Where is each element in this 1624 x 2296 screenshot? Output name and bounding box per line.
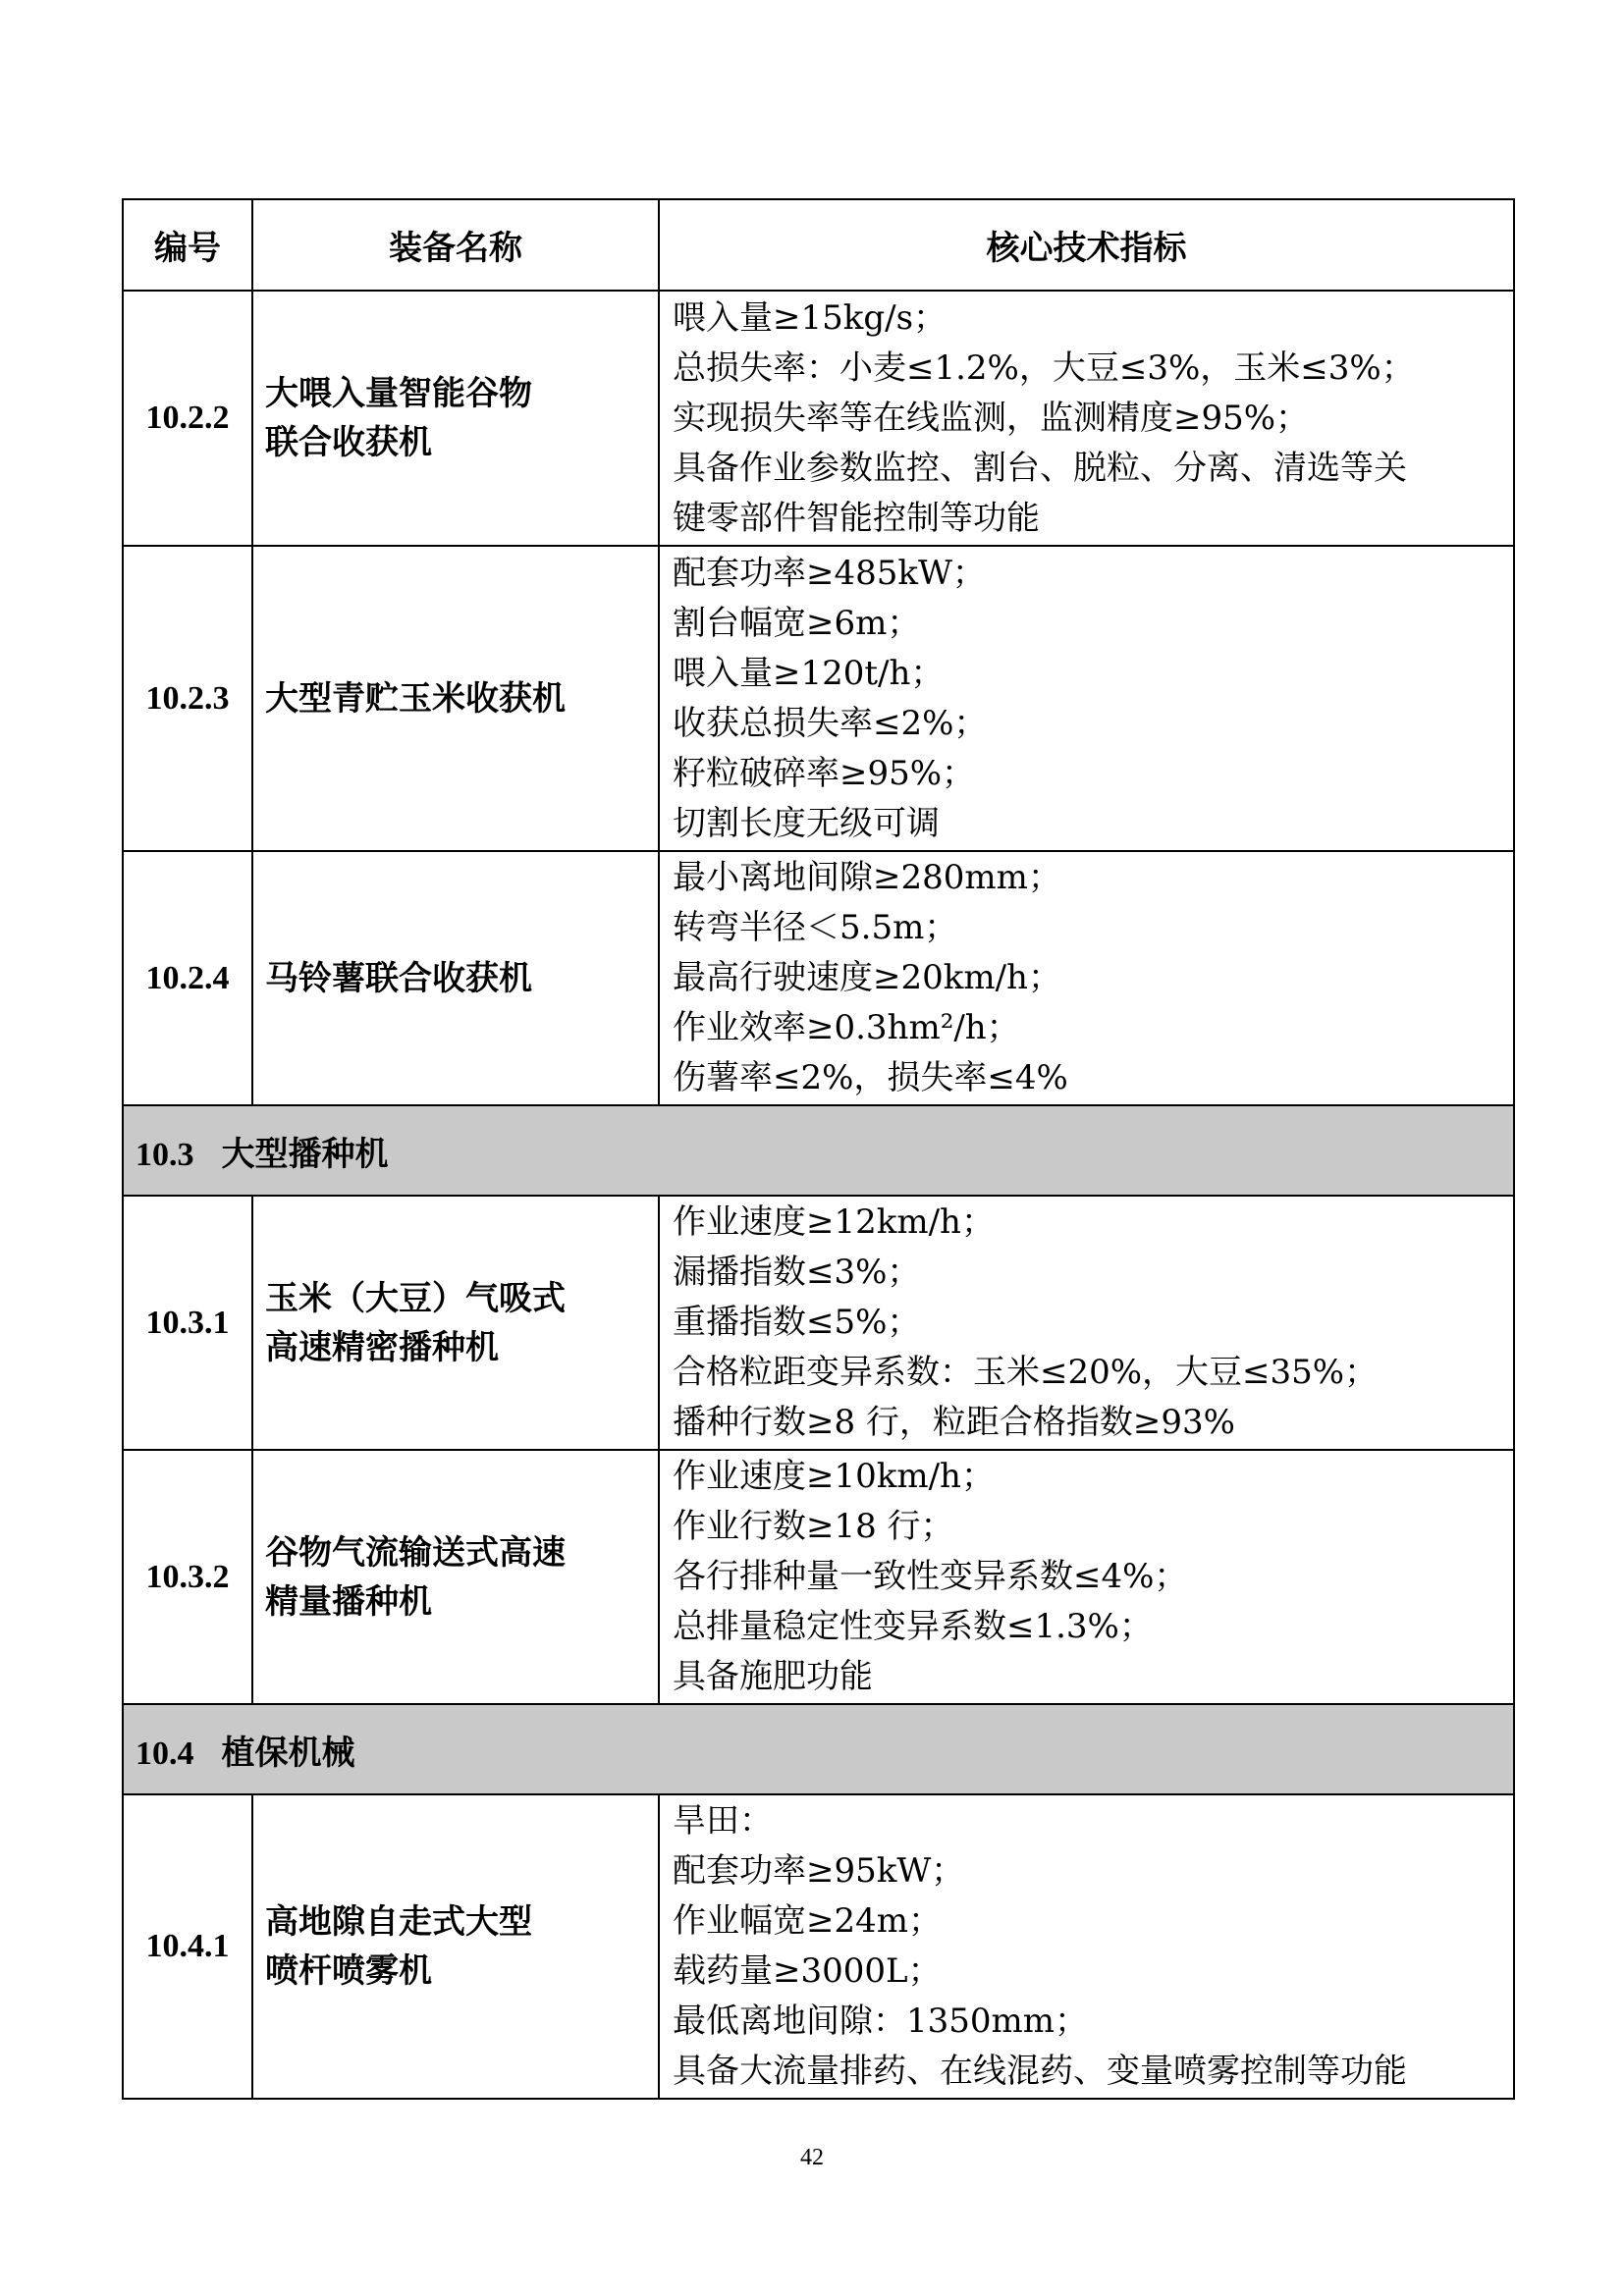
table-header-row xyxy=(123,199,1514,291)
spec-line: 旱田： xyxy=(673,1801,773,1841)
row-code: 10.2.2 xyxy=(123,291,252,546)
row-specs xyxy=(659,291,1514,546)
row-name xyxy=(252,1196,659,1450)
table-row xyxy=(123,291,1514,546)
spec-line: 漏播指数≤3%； xyxy=(673,1253,921,1292)
spec-line: 具备施肥功能 xyxy=(673,1657,873,1696)
spec-line: 播种行数≥8 行，粒距合格指数≥93% xyxy=(673,1403,1235,1442)
spec-line: 总排量稳定性变异系数≤1.3%； xyxy=(673,1607,1153,1646)
section-row xyxy=(123,1704,1514,1794)
spec-line: 作业幅宽≥24m； xyxy=(673,1901,942,1941)
spec-line: 收获总损失率≤2%； xyxy=(673,703,988,743)
row-code: 10.3.1 xyxy=(123,1196,252,1450)
row-specs xyxy=(659,1450,1514,1704)
section-heading xyxy=(123,1105,1514,1196)
row-name xyxy=(252,851,659,1105)
spec-line: 载药量≥3000L； xyxy=(673,1951,942,1991)
spec-line: 具备大流量排药、在线混药、变量喷雾控制等功能 xyxy=(673,2052,1407,2091)
spec-line: 喂入量≥120t/h； xyxy=(673,653,945,693)
header-name: 装备名称 xyxy=(252,199,659,291)
spec-line: 配套功率≥485kW； xyxy=(673,553,986,593)
spec-line: 合格粒距变异系数：玉米≤20%，大豆≤35%； xyxy=(673,1353,1379,1392)
row-code: 10.2.3 xyxy=(123,546,252,851)
row-name xyxy=(252,291,659,546)
name-line: 玉米（大豆）气吸式 xyxy=(265,1278,566,1318)
spec-line: 最小离地间隙≥280mm； xyxy=(673,858,1061,897)
spec-line: 总损失率：小麦≤1.2%，大豆≤3%，玉米≤3%； xyxy=(673,347,1415,388)
row-name xyxy=(252,1450,659,1704)
spec-line: 最高行驶速度≥20km/h； xyxy=(673,958,1061,997)
row-code: 10.2.4 xyxy=(123,851,252,1105)
spec-line: 转弯半径＜5.5m； xyxy=(673,908,958,947)
section-number: 10.3 xyxy=(135,1136,194,1173)
name-line: 喷杆喷雾机 xyxy=(265,1951,432,1991)
table-row xyxy=(123,1794,1514,2099)
spec-line: 作业速度≥12km/h； xyxy=(673,1202,995,1242)
table-row xyxy=(123,1196,1514,1450)
name-line: 高地隙自走式大型 xyxy=(265,1902,532,1942)
row-specs xyxy=(659,1794,1514,2099)
spec-line: 喂入量≥15kg/s； xyxy=(673,297,947,338)
name-line: 高速精密播种机 xyxy=(265,1327,499,1367)
name-line: 大型青贮玉米收获机 xyxy=(265,678,566,719)
row-specs xyxy=(659,851,1514,1105)
section-title: 植保机械 xyxy=(221,1733,355,1773)
spec-line: 键零部件智能控制等功能 xyxy=(673,498,1040,538)
row-code: 10.4.1 xyxy=(123,1794,252,2099)
name-line: 谷物气流输送式高速 xyxy=(265,1532,566,1573)
name-line: 大喂入量智能谷物 xyxy=(265,374,532,413)
section-heading xyxy=(123,1704,1514,1794)
row-specs xyxy=(659,546,1514,851)
spec-line: 具备作业参数监控、割台、脱粒、分离、清选等关 xyxy=(673,448,1407,488)
header-code: 编号 xyxy=(123,199,252,291)
name-line: 精量播种机 xyxy=(265,1581,432,1622)
row-code: 10.3.2 xyxy=(123,1450,252,1704)
spec-line: 切割长度无级可调 xyxy=(673,803,940,843)
spec-line: 作业行数≥18 行； xyxy=(673,1507,954,1546)
row-name xyxy=(252,1794,659,2099)
spec-line: 作业效率≥0.3hm²/h； xyxy=(673,1008,1020,1047)
spec-line: 各行排种量一致性变异系数≤4%； xyxy=(673,1557,1188,1596)
spec-line: 籽粒破碎率≥95%； xyxy=(673,753,976,793)
row-specs xyxy=(659,1196,1514,1450)
equipment-spec-table xyxy=(122,198,1515,2100)
table-row xyxy=(123,851,1514,1105)
spec-line: 割台幅宽≥6m； xyxy=(673,603,921,643)
row-name xyxy=(252,546,659,851)
name-line: 马铃薯联合收获机 xyxy=(265,958,532,998)
table-row xyxy=(123,546,1514,851)
section-title: 大型播种机 xyxy=(221,1134,389,1174)
page-number: 42 xyxy=(800,2145,824,2170)
spec-line: 重播指数≤5%； xyxy=(673,1303,921,1342)
spec-line: 作业速度≥10km/h； xyxy=(673,1457,995,1496)
header-specs: 核心技术指标 xyxy=(659,199,1514,291)
spec-line: 实现损失率等在线监测，监测精度≥95%； xyxy=(673,398,1310,438)
section-row xyxy=(123,1105,1514,1196)
section-number: 10.4 xyxy=(135,1735,194,1772)
spec-line: 最低离地间隙：1350mm； xyxy=(673,2002,1089,2041)
spec-line: 伤薯率≤2%，损失率≤4% xyxy=(673,1058,1068,1097)
table-row xyxy=(123,1450,1514,1704)
name-line: 联合收获机 xyxy=(265,423,432,462)
spec-line: 配套功率≥95kW； xyxy=(673,1851,965,1891)
